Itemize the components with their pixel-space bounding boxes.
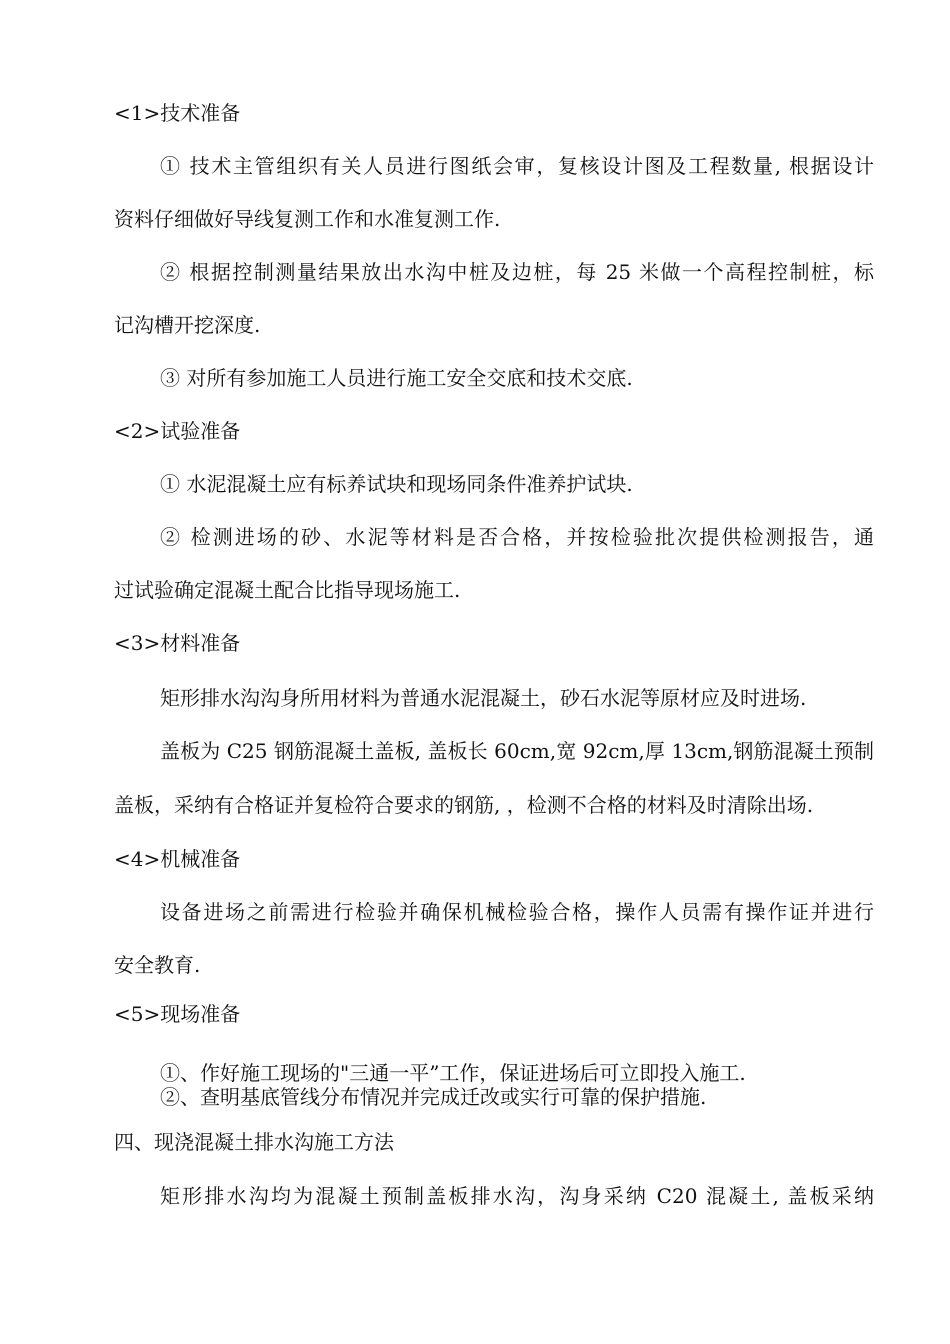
section-heading-site: <5>现场准备 <box>114 1002 241 1026</box>
paragraph-line: 记沟槽开挖深度. <box>114 313 261 337</box>
paragraph-line: ① 水泥混凝土应有标养试块和现场同条件准养护试块. <box>160 472 633 496</box>
paragraph-line: ② 检测进场的砂、水泥等材料是否合格，并按检验批次提供检测报告，通 <box>160 525 874 549</box>
section-heading-technical: <1>技术准备 <box>114 101 241 125</box>
section-heading-materials: <3>材料准备 <box>114 631 241 655</box>
paragraph-line: 矩形排水沟均为混凝土预制盖板排水沟，沟身采纳 C20 混凝土, 盖板采纳 <box>160 1184 874 1208</box>
paragraph-line: ③ 对所有参加施工人员进行施工安全交底和技术交底. <box>160 366 633 390</box>
paragraph-line: 盖板，采纳有合格证并复检符合要求的钢筋, ，检测不合格的材料及时清除出场. <box>114 793 814 817</box>
paragraph-line: 矩形排水沟沟身所用材料为普通水泥混凝土，砂石水泥等原材应及时进场. <box>160 686 807 710</box>
paragraph-line: 盖板为 C25 钢筋混凝土盖板, 盖板长 60cm,宽 92cm,厚 13cm,钢筋混凝土预制 <box>160 739 874 763</box>
paragraph-line: 设备进场之前需进行检验并确保机械检验合格，操作人员需有操作证并进行 <box>160 900 874 924</box>
section-heading-testing: <2>试验准备 <box>114 419 241 443</box>
paragraph-line: ②、查明基底管线分布情况并完成迁改或实行可靠的保护措施. <box>160 1085 707 1109</box>
paragraph-line: 过试验确定混凝土配合比指导现场施工. <box>114 578 461 602</box>
paragraph-line: ② 根据控制测量结果放出水沟中桩及边桩，每 25 米做一个高程控制桩，标 <box>160 260 874 284</box>
paragraph-line: 安全教育. <box>114 953 201 977</box>
paragraph-line: 资料仔细做好导线复测工作和水准复测工作. <box>114 207 501 231</box>
section-heading-machinery: <4>机械准备 <box>114 847 241 871</box>
paragraph-line: ①、作好施工现场的"三通一平”工作，保证进场后可立即投入施工. <box>160 1061 746 1085</box>
section-heading-construction-method: 四、现浇混凝土排水沟施工方法 <box>114 1130 394 1154</box>
paragraph-line: ① 技术主管组织有关人员进行图纸会审，复核设计图及工程数量, 根据设计 <box>160 154 874 178</box>
